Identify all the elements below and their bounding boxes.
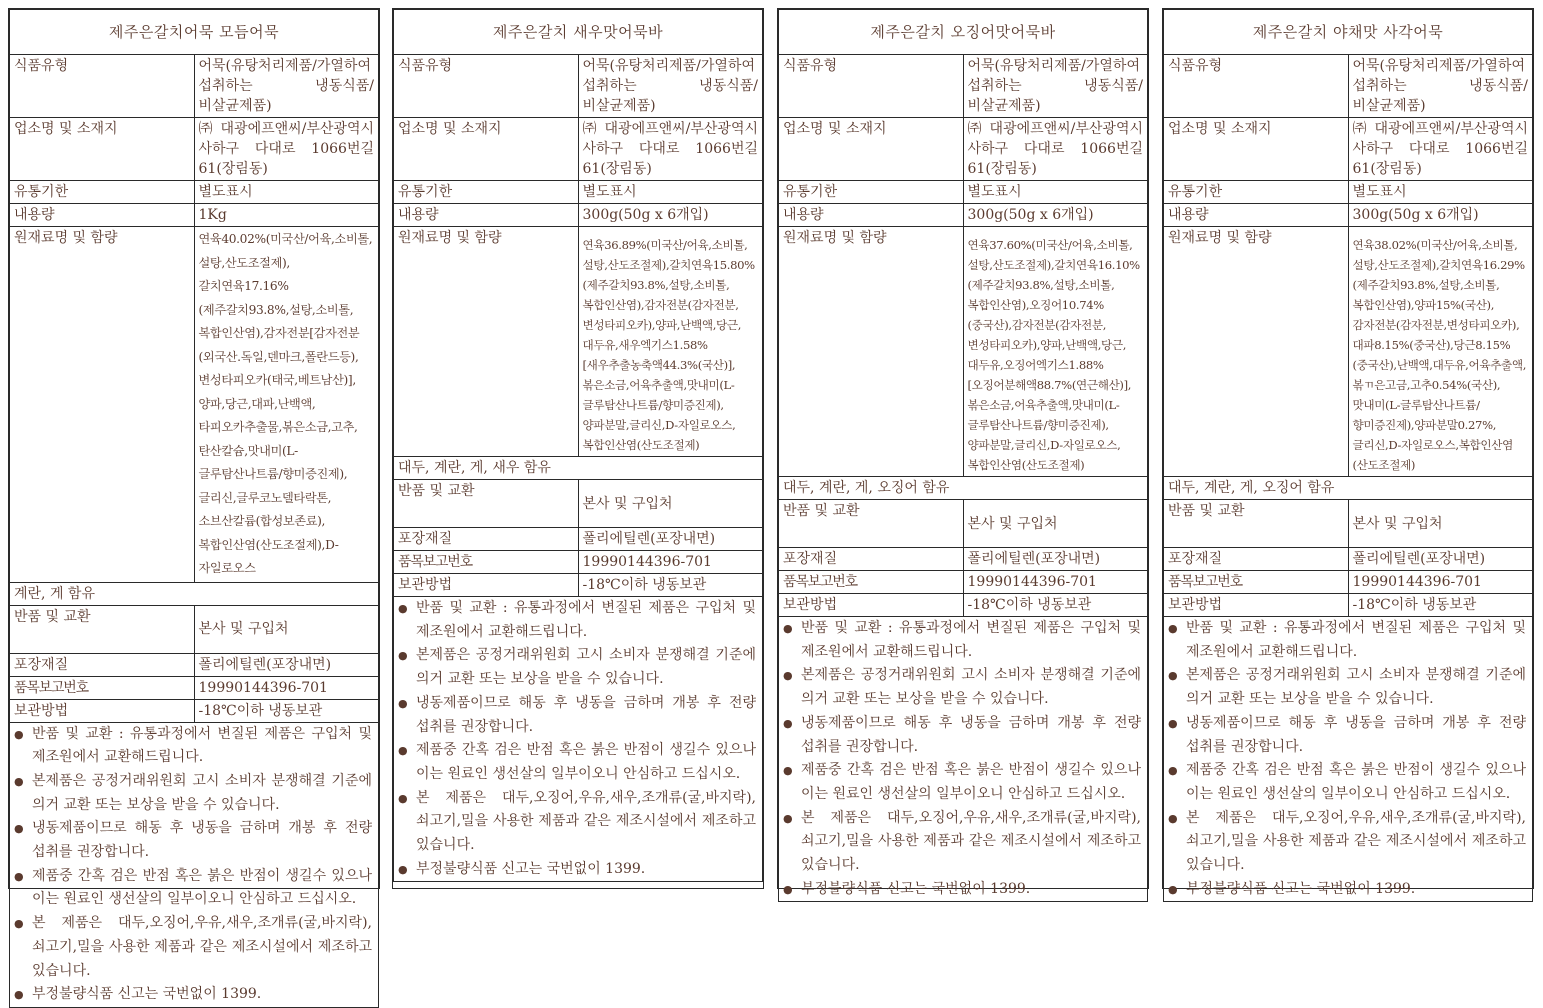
return-label: 반품 및 교환 xyxy=(779,500,964,548)
maker-label: 업소명 및 소재지 xyxy=(394,118,579,181)
nutrition-label-table xyxy=(778,9,1148,902)
storage-label: 보관방법 xyxy=(1164,594,1349,617)
return-value: 본사 및 구입처 xyxy=(578,480,763,528)
food-type-value: 어묵(유탕처리제품/가열하여 섭취하는 냉동식품/비살균제품) xyxy=(1348,55,1533,118)
maker-value: ㈜대광에프앤씨/부산광역시 사하구 다대로 1066번길 61(장림동) xyxy=(194,118,379,181)
food-type-label: 식품유형 xyxy=(10,55,195,118)
list-item: ● 본제품은 공정거래위원회 고시 소비자 분쟁해결 기준에 의거 교환 또는 보상을 받을 수 있습니다. xyxy=(1166,664,1526,711)
list-item: ● 냉동제품이므로 해동 후 냉동을 금하며 개봉 후 전량 섭취를 권장합니다. xyxy=(781,712,1141,759)
label-panel-modeum xyxy=(8,8,380,1003)
return-label: 반품 및 교환 xyxy=(1164,500,1349,548)
expiry-label: 유통기한 xyxy=(1164,181,1349,204)
notice-list xyxy=(396,597,756,881)
report-value: 19990144396-701 xyxy=(578,551,763,574)
list-item: ● 반품 및 교환 : 유통과정에서 변질된 제품은 구입처 및 제조원에서 교환해드립니다. xyxy=(781,617,1141,664)
ingredients-label: 원재료명 및 함량 xyxy=(1164,227,1349,477)
report-value: 19990144396-701 xyxy=(1348,571,1533,594)
list-item: ● 제품중 간혹 검은 반점 혹은 붉은 반점이 생길수 있으나 이는 원료인 생선살의 일부이오니 안심하고 드십시오. xyxy=(781,759,1141,806)
list-item: ● 본제품은 공정거래위원회 고시 소비자 분쟁해결 기준에 의거 교환 또는 보상을 받을 수 있습니다. xyxy=(781,664,1141,711)
maker-label: 업소명 및 소재지 xyxy=(10,118,195,181)
allergen-text: 계란, 게 함유 xyxy=(10,582,379,605)
return-label: 반품 및 교환 xyxy=(10,605,195,653)
maker-value: ㈜대광에프앤씨/부산광역시 사하구 다대로 1066번길 61(장림동) xyxy=(963,118,1148,181)
return-value: 본사 및 구입처 xyxy=(194,605,379,653)
packaging-label: 포장재질 xyxy=(779,548,964,571)
label-panel-vegetable xyxy=(1162,8,1534,897)
ingredients-label: 원재료명 및 함량 xyxy=(779,227,964,477)
list-item: ● 본 제품은 대두,오징어,우유,새우,조개류(굴,바지락),쇠고기,밀을 사용한 제품과 같은 제조시설에서 제조하고 있습니다. xyxy=(1166,807,1526,878)
list-item: ● 반품 및 교환 : 유통과정에서 변질된 제품은 구입처 및 제조원에서 교환해드립니다. xyxy=(396,597,756,644)
list-item: ● 냉동제품이므로 해동 후 냉동을 금하며 개봉 후 전량 섭취를 권장합니다. xyxy=(12,817,372,864)
amount-label: 내용량 xyxy=(394,204,579,227)
ingredients-label: 원재료명 및 함량 xyxy=(394,227,579,457)
ingredients-value: 연육38.02%(미국산/어육,소비톨,설탕,산도조절제),갈치연육16.29%(제주갈치93.8%,설탕,소비톨,복합인산염),양파15%(국산),감자전분(감자전분,변성타피오카),대파8.15%(중국산),당근8.15%(중국산),난백액,대두유,어육추출액,볶ㄲ은고금,고추0.54%(국산),맛내미(L-글루탐산나트륨/향미증진제),양파분말0.27%,글리신,D-자일로오스,복합인산염(산도조절제) xyxy=(1348,227,1533,477)
notice-list xyxy=(12,723,372,1007)
list-item: ● 본제품은 공정거래위원회 고시 소비자 분쟁해결 기준에 의거 교환 또는 보상을 받을 수 있습니다. xyxy=(12,770,372,817)
packaging-value: 폴리에틸렌(포장내면) xyxy=(1348,548,1533,571)
nutrition-label-table xyxy=(1163,9,1533,902)
packaging-label: 포장재질 xyxy=(394,528,579,551)
label-panel-shrimp xyxy=(392,8,764,889)
list-item: ● 냉동제품이므로 해동 후 냉동을 금하며 개봉 후 전량 섭취를 권장합니다. xyxy=(396,692,756,739)
storage-value: -18℃이하 냉동보관 xyxy=(578,574,763,597)
packaging-value: 폴리에틸렌(포장내면) xyxy=(578,528,763,551)
amount-label: 내용량 xyxy=(1164,204,1349,227)
amount-label: 내용량 xyxy=(10,204,195,227)
allergen-text: 대두, 계란, 게, 오징어 함유 xyxy=(1164,477,1533,500)
list-item: ● 부정불량식품 신고는 국번없이 1399. xyxy=(1166,878,1526,902)
report-value: 19990144396-701 xyxy=(963,571,1148,594)
list-item: ● 제품중 간혹 검은 반점 혹은 붉은 반점이 생길수 있으나 이는 원료인 생선살의 일부이오니 안심하고 드십시오. xyxy=(396,739,756,786)
list-item: ● 부정불량식품 신고는 국번없이 1399. xyxy=(781,878,1141,902)
storage-value: -18℃이하 냉동보관 xyxy=(963,594,1148,617)
report-value: 19990144396-701 xyxy=(194,676,379,699)
amount-value: 1Kg xyxy=(194,204,379,227)
return-value: 본사 및 구입처 xyxy=(963,500,1148,548)
packaging-label: 포장재질 xyxy=(10,653,195,676)
notice-list xyxy=(781,617,1141,901)
ingredients-value: 연육40.02%(미국산/어육,소비톨,설탕,산도조절제),갈치연육17.16%(제주갈치93.8%,설탕,소비톨,복합인산염),감자전분[감자전분(외국산.독일,덴마크,폴란드등),변성타피오카(태국,베트남산)],양파,당근,대파,난백액,타피오카추출물,볶은소금,고추,탄산칼슘,맛내미(L-글루탐산나트륨/향미증진제),글리신,글루코노델타락톤,소브산칼륨(합성보존료),복합인산염(산도조절제),D-자일로오스 xyxy=(194,227,379,583)
product-title: 제주은갈치어묵 모듬어묵 xyxy=(10,10,379,55)
label-panel-squid xyxy=(777,8,1149,897)
maker-label: 업소명 및 소재지 xyxy=(779,118,964,181)
report-label: 품목보고번호 xyxy=(10,676,195,699)
ingredients-label: 원재료명 및 함량 xyxy=(10,227,195,583)
expiry-label: 유통기한 xyxy=(779,181,964,204)
list-item: ● 반품 및 교환 : 유통과정에서 변질된 제품은 구입처 및 제조원에서 교환해드립니다. xyxy=(12,723,372,770)
storage-label: 보관방법 xyxy=(779,594,964,617)
ingredients-value: 연육37.60%(미국산/어육,소비톨,설탕,산도조절제),갈치연육16.10%(제주갈치93.8%,설탕,소비톨,복합인산염),오징어10.74%(중국산),감자전분(감자전분,변성타피오카),양파,난백액,당근,대두유,오징어엑기스1.88%[오징어분해액88.7%(연근해산)],볶은소금,어육추출액,맛내미(L-글루탐산나트륨/향미증진제),양파분말,글리신,D-자일로오스,복합인산염(산도조절제) xyxy=(963,227,1148,477)
nutrition-label-table xyxy=(393,9,763,882)
allergen-text: 대두, 계란, 게, 새우 함유 xyxy=(394,457,763,480)
packaging-value: 폴리에틸렌(포장내면) xyxy=(963,548,1148,571)
report-label: 품목보고번호 xyxy=(779,571,964,594)
food-type-label: 식품유형 xyxy=(779,55,964,118)
list-item: ● 냉동제품이므로 해동 후 냉동을 금하며 개봉 후 전량 섭취를 권장합니다. xyxy=(1166,712,1526,759)
notice-list xyxy=(1166,617,1526,901)
expiry-label: 유통기한 xyxy=(394,181,579,204)
expiry-label: 유통기한 xyxy=(10,181,195,204)
list-item: ● 제품중 간혹 검은 반점 혹은 붉은 반점이 생길수 있으나 이는 원료인 생선살의 일부이오니 안심하고 드십시오. xyxy=(12,865,372,912)
ingredients-value: 연육36.89%(미국산/어육,소비톨,설탕,산도조절제),갈치연육15.80%(제주갈치93.8%,설탕,소비톨,복합인산염),감자전분(감자전분,변성타피오카),양파,난백액,당근,대두유,새우엑기스1.58%[새우추출농축액44.3%(국산)],볶은소금,어육추출액,맛내미(L-글루탐산나트륨/향미증진제),양파분말,글리신,D-자일로오스,복합인산염(산도조절제) xyxy=(578,227,763,457)
amount-value: 300g(50g x 6개입) xyxy=(1348,204,1533,227)
amount-value: 300g(50g x 6개입) xyxy=(578,204,763,227)
product-title: 제주은갈치 오징어맛어묵바 xyxy=(779,10,1148,55)
food-type-value: 어묵(유탕처리제품/가열하여 섭취하는 냉동식품/비살균제품) xyxy=(194,55,379,118)
storage-label: 보관방법 xyxy=(394,574,579,597)
return-label: 반품 및 교환 xyxy=(394,480,579,528)
list-item: ● 부정불량식품 신고는 국번없이 1399. xyxy=(396,858,756,882)
list-item: ● 제품중 간혹 검은 반점 혹은 붉은 반점이 생길수 있으나 이는 원료인 생선살의 일부이오니 안심하고 드십시오. xyxy=(1166,759,1526,806)
expiry-value: 별도표시 xyxy=(194,181,379,204)
report-label: 품목보고번호 xyxy=(394,551,579,574)
product-title: 제주은갈치 새우맛어묵바 xyxy=(394,10,763,55)
list-item: ● 본제품은 공정거래위원회 고시 소비자 분쟁해결 기준에 의거 교환 또는 보상을 받을 수 있습니다. xyxy=(396,644,756,691)
list-item: ● 본 제품은 대두,오징어,우유,새우,조개류(굴,바지락),쇠고기,밀을 사용한 제품과 같은 제조시설에서 제조하고 있습니다. xyxy=(12,912,372,983)
list-item: ● 부정불량식품 신고는 국번없이 1399. xyxy=(12,983,372,1007)
nutrition-label-table xyxy=(9,9,379,1008)
list-item: ● 반품 및 교환 : 유통과정에서 변질된 제품은 구입처 및 제조원에서 교환해드립니다. xyxy=(1166,617,1526,664)
list-item: ● 본 제품은 대두,오징어,우유,새우,조개류(굴,바지락),쇠고기,밀을 사용한 제품과 같은 제조시설에서 제조하고 있습니다. xyxy=(396,787,756,858)
list-item: ● 본 제품은 대두,오징어,우유,새우,조개류(굴,바지락),쇠고기,밀을 사용한 제품과 같은 제조시설에서 제조하고 있습니다. xyxy=(781,807,1141,878)
expiry-value: 별도표시 xyxy=(963,181,1148,204)
amount-value: 300g(50g x 6개입) xyxy=(963,204,1148,227)
storage-value: -18℃이하 냉동보관 xyxy=(1348,594,1533,617)
maker-label: 업소명 및 소재지 xyxy=(1164,118,1349,181)
food-type-label: 식품유형 xyxy=(1164,55,1349,118)
packaging-value: 폴리에틸렌(포장내면) xyxy=(194,653,379,676)
return-value: 본사 및 구입처 xyxy=(1348,500,1533,548)
storage-label: 보관방법 xyxy=(10,699,195,722)
packaging-label: 포장재질 xyxy=(1164,548,1349,571)
food-type-label: 식품유형 xyxy=(394,55,579,118)
report-label: 품목보고번호 xyxy=(1164,571,1349,594)
maker-value: ㈜대광에프앤씨/부산광역시 사하구 다대로 1066번길 61(장림동) xyxy=(578,118,763,181)
product-title: 제주은갈치 야채맛 사각어묵 xyxy=(1164,10,1533,55)
food-type-value: 어묵(유탕처리제품/가열하여 섭취하는 냉동식품/비살균제품) xyxy=(578,55,763,118)
expiry-value: 별도표시 xyxy=(1348,181,1533,204)
maker-value: ㈜대광에프앤씨/부산광역시 사하구 다대로 1066번길 61(장림동) xyxy=(1348,118,1533,181)
storage-value: -18℃이하 냉동보관 xyxy=(194,699,379,722)
food-type-value: 어묵(유탕처리제품/가열하여 섭취하는 냉동식품/비살균제품) xyxy=(963,55,1148,118)
amount-label: 내용량 xyxy=(779,204,964,227)
allergen-text: 대두, 계란, 게, 오징어 함유 xyxy=(779,477,1148,500)
expiry-value: 별도표시 xyxy=(578,181,763,204)
